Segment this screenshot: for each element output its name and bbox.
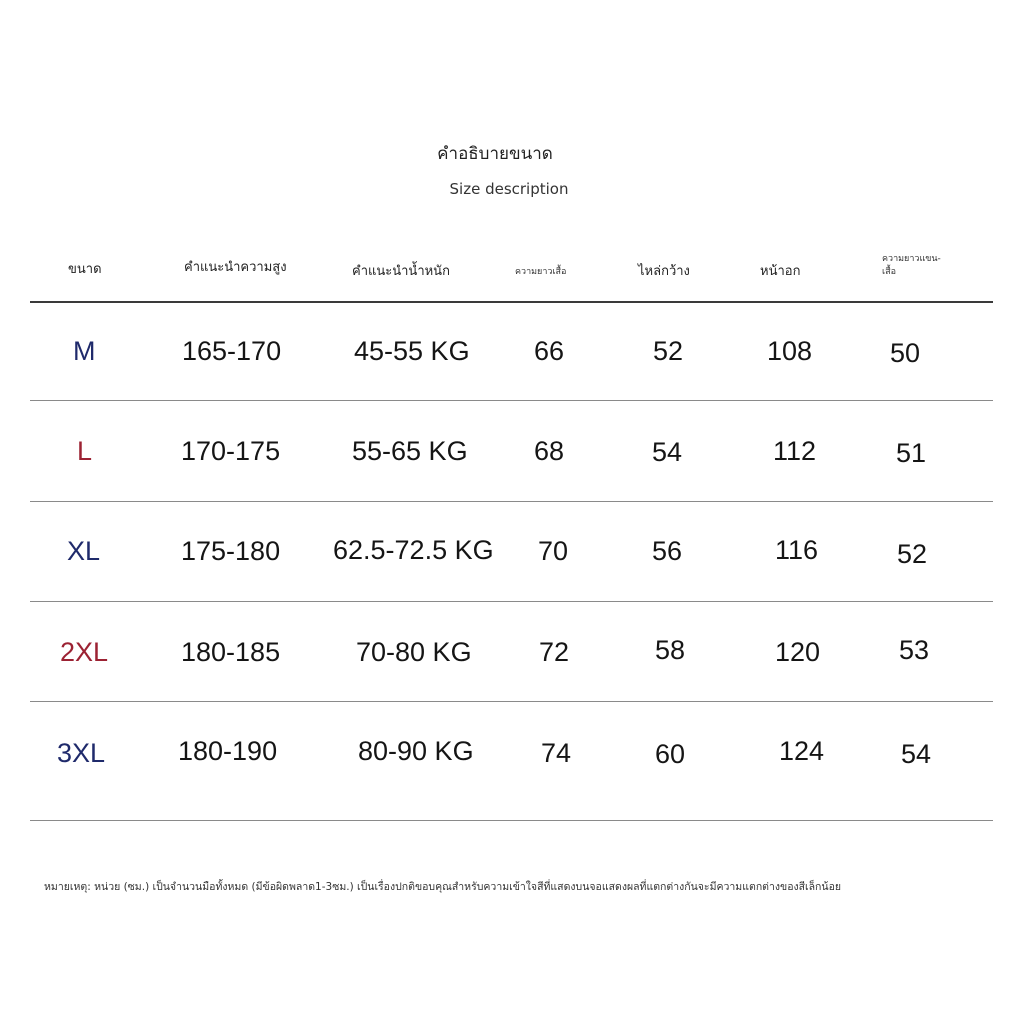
size-cell: XL: [67, 536, 101, 566]
table-row: [0, 401, 1024, 501]
chest-cell: 112: [773, 436, 817, 466]
length-cell: 70: [538, 536, 569, 566]
length-cell: 66: [534, 336, 565, 366]
sleeve-cell: 54: [901, 739, 932, 769]
table-row: [0, 502, 1024, 602]
sleeve-cell: 52: [897, 539, 928, 569]
chest-cell: 116: [775, 535, 819, 565]
header-sleeve: ความยาวแขน-เสื้อ: [882, 254, 941, 277]
shoulder-cell: 58: [655, 635, 686, 665]
table-row: [0, 702, 1024, 802]
length-cell: 74: [541, 738, 572, 768]
header-height: คำแนะนำความสูง: [184, 260, 287, 275]
sleeve-cell: 51: [896, 438, 927, 468]
chest-cell: 120: [775, 637, 821, 667]
weight-cell: 45-55 KG: [354, 336, 470, 366]
size-cell: L: [77, 436, 93, 466]
height-cell: 180-190: [178, 736, 278, 766]
chest-cell: 124: [779, 736, 825, 766]
title-thai: คำอธิบายขนาด: [437, 144, 553, 164]
header-shoulder: ไหล่กว้าง: [638, 264, 690, 279]
size-cell: 3XL: [57, 738, 106, 768]
weight-cell: 80-90 KG: [358, 736, 474, 766]
weight-cell: 70-80 KG: [356, 637, 472, 667]
table-row: [0, 602, 1024, 702]
header-length: ความยาวเสื้อ: [515, 267, 567, 277]
header-weight: คำแนะนำน้ำหนัก: [352, 264, 450, 279]
weight-cell: 62.5-72.5 KG: [333, 535, 494, 565]
footnote: หมายเหตุ: หน่วย (ซม.) เป็นจำนวนมือทั้งหมด (มีข้อผิดพลาด1-3ซม.) เป็นเรื่องปกติขอบคุณสำหรับความเข้าใจสีที่แสดงบนจอแสดงผลที่แตกต่างกันจะมีความแตกต่างของสีเล็กน้อย: [44, 881, 842, 893]
header-size: ขนาด: [68, 262, 102, 277]
title-english: Size description: [449, 180, 569, 198]
height-cell: 170-175: [181, 436, 281, 466]
height-cell: 165-170: [182, 336, 282, 366]
table-bottom-divider: [30, 820, 993, 821]
height-cell: 180-185: [181, 637, 281, 667]
weight-cell: 55-65 KG: [352, 436, 468, 466]
shoulder-cell: 52: [653, 336, 684, 366]
size-cell: M: [73, 336, 96, 366]
size-cell: 2XL: [60, 637, 109, 667]
shoulder-cell: 56: [652, 536, 683, 566]
table-header: [0, 250, 1024, 300]
sleeve-cell: 50: [890, 338, 921, 368]
length-cell: 68: [534, 436, 565, 466]
length-cell: 72: [539, 637, 570, 667]
header-chest: หน้าอก: [760, 264, 801, 279]
shoulder-cell: 60: [655, 739, 686, 769]
chest-cell: 108: [767, 336, 813, 366]
shoulder-cell: 54: [652, 437, 683, 467]
height-cell: 175-180: [181, 536, 281, 566]
table-row: [0, 303, 1024, 403]
sleeve-cell: 53: [899, 635, 930, 665]
